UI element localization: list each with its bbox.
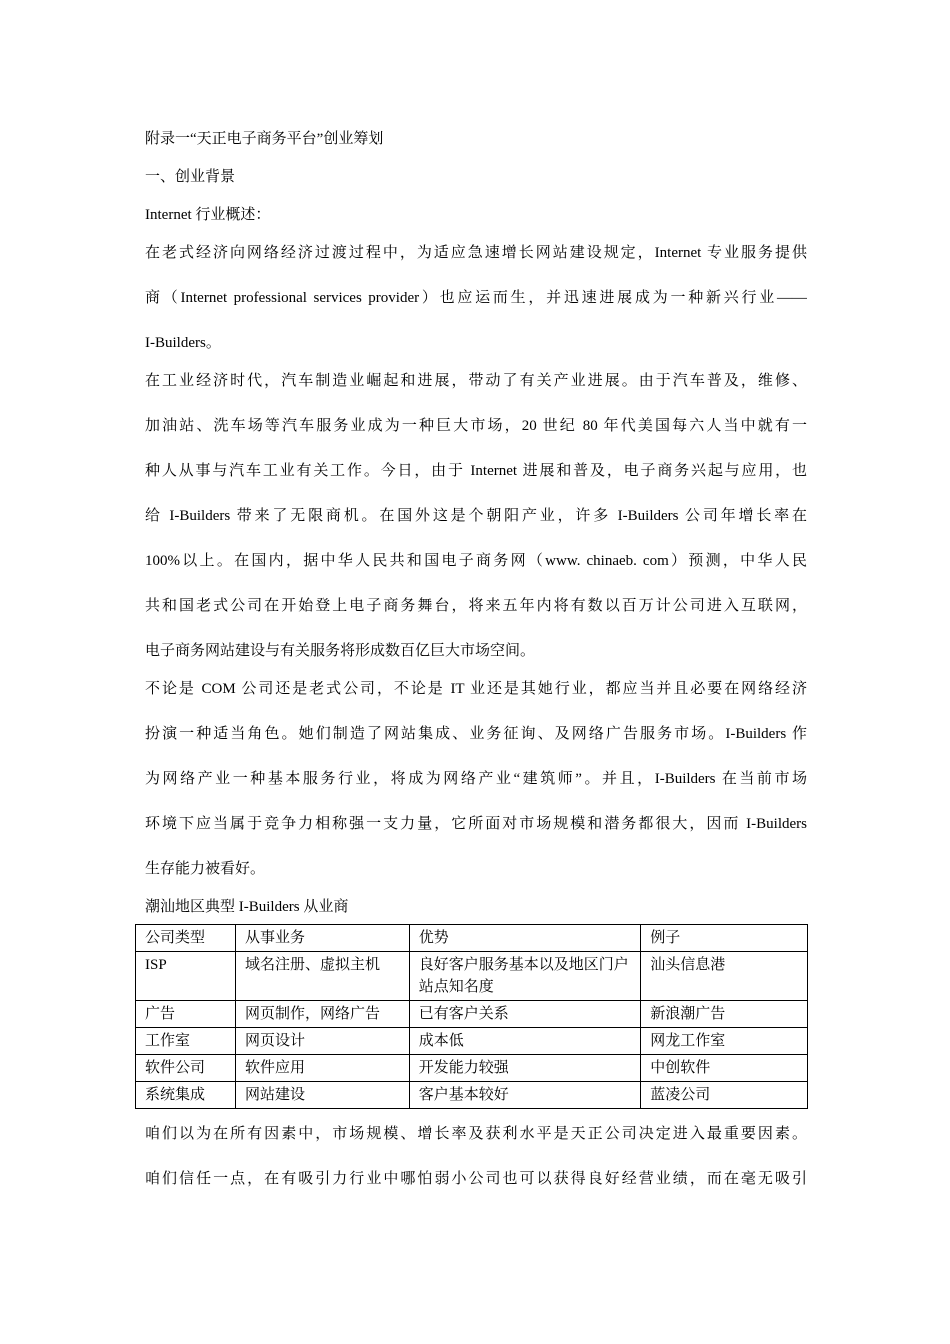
table-cell: 蓝凌公司 xyxy=(641,1082,808,1109)
subheading: Internet 行业概述： xyxy=(145,207,271,223)
table-header-row xyxy=(136,925,808,952)
document-title: 附录一“天正电子商务平台”创业筹划 xyxy=(145,131,384,147)
table-cell: 广告 xyxy=(136,1001,236,1028)
section-heading: 一、创业背景 xyxy=(145,169,236,185)
table-cell: 软件应用 xyxy=(235,1055,409,1082)
paragraph-line: I-Builders。 xyxy=(145,335,221,351)
table-cell: 中创软件 xyxy=(641,1055,808,1082)
table-cell: 系统集成 xyxy=(136,1082,236,1109)
table-cell: 汕头信息港 xyxy=(641,952,808,1001)
document-body xyxy=(145,124,807,1209)
paragraph-line: 加油站、洗车场等汽车服务业成为一种巨大市场，20 世纪 80 年代美国每六人当中就有一 xyxy=(145,418,807,434)
table-cell: 客户基本较好 xyxy=(409,1082,641,1109)
paragraph-line: 在工业经济时代，汽车制造业崛起和进展，带动了有关产业进展。由于汽车普及，维修、 xyxy=(145,373,807,389)
paragraph-line: 在老式经济向网络经济过渡过程中，为适应急速增长网站建设规定，Internet 专业服务提供 xyxy=(145,245,807,261)
table-cell: 成本低 xyxy=(409,1028,641,1055)
paragraph-4: 咱们以为在所有因素中，市场规模、增长率及获利水平是天正公司决定进入最重要因素。 xyxy=(145,1126,807,1142)
paragraph-line: 给 I-Builders 带来了无限商机。在国外这是个朝阳产业，许多 I-Builders 公司年增长率在 xyxy=(145,508,807,524)
table-row xyxy=(136,1082,808,1109)
paragraph-line: 环境下应当属于竞争力相称强一支力量，它所面对市场规模和潜务都很大，因而 I-Builders xyxy=(145,816,807,832)
table-cell: 新浪潮广告 xyxy=(641,1001,808,1028)
table-cell: 开发能力较强 xyxy=(409,1055,641,1082)
paragraph-line: 商（Internet professional services provider）也应运而生，并迅速进展成为一种新兴行业—— xyxy=(145,290,807,306)
paragraph-line: 共和国老式公司在开始登上电子商务舞台，将来五年内将有数以百万计公司进入互联网， xyxy=(145,598,807,614)
table-cell: 网龙工作室 xyxy=(641,1028,808,1055)
table-header-cell: 从事业务 xyxy=(235,925,409,952)
paragraph-5: 咱们信任一点，在有吸引力行业中哪怕弱小公司也可以获得良好经营业绩，而在毫无吸引 xyxy=(145,1171,807,1187)
table-cell: 软件公司 xyxy=(136,1055,236,1082)
paragraph-line: 100%以上。在国内，据中华人民共和国电子商务网（www. chinaeb. com）预测，中华人民 xyxy=(145,553,807,569)
paragraph-line: 种人从事与汽车工业有关工作。今日，由于 Internet 进展和普及，电子商务兴起与应用，也 xyxy=(145,463,807,479)
table-cell: 工作室 xyxy=(136,1028,236,1055)
table-cell: 域名注册、虚拟主机 xyxy=(235,952,409,1001)
table-row xyxy=(136,1001,808,1028)
paragraph-line: 为网络产业一种基本服务行业，将成为网络产业“建筑师”。并且，I-Builders 在当前市场 xyxy=(145,771,807,787)
table-cell: 已有客户关系 xyxy=(409,1001,641,1028)
table-row xyxy=(136,1028,808,1055)
companies-table xyxy=(135,924,808,1109)
table-header-cell: 例子 xyxy=(641,925,808,952)
table-row xyxy=(136,952,808,1001)
table-cell: 良好客户服务基本以及地区门户站点知名度 xyxy=(409,952,641,1001)
paragraph-3 xyxy=(145,674,807,892)
paragraph-line: 扮演一种适当角色。她们制造了网站集成、业务征询、及网络广告服务市场。I-Builders 作 xyxy=(145,726,807,742)
table-header-cell: 优势 xyxy=(409,925,641,952)
table-header-cell: 公司类型 xyxy=(136,925,236,952)
paragraph-1 xyxy=(145,238,807,366)
table-row xyxy=(136,1055,808,1082)
paragraph-line: 电子商务网站建设与有关服务将形成数百亿巨大市场空间。 xyxy=(145,643,536,659)
paragraph-2 xyxy=(145,366,807,674)
table-cell: 网页设计 xyxy=(235,1028,409,1055)
paragraph-line: 不论是 COM 公司还是老式公司，不论是 IT 业还是其她行业，都应当并且必要在网络经济 xyxy=(145,681,807,697)
table-cell: ISP xyxy=(136,952,236,1001)
table-cell: 网站建设 xyxy=(235,1082,409,1109)
table-caption: 潮汕地区典型 I-Builders 从业商 xyxy=(145,899,349,915)
table-cell: 网页制作，网络广告 xyxy=(235,1001,409,1028)
paragraph-line: 生存能力被看好。 xyxy=(145,861,266,877)
